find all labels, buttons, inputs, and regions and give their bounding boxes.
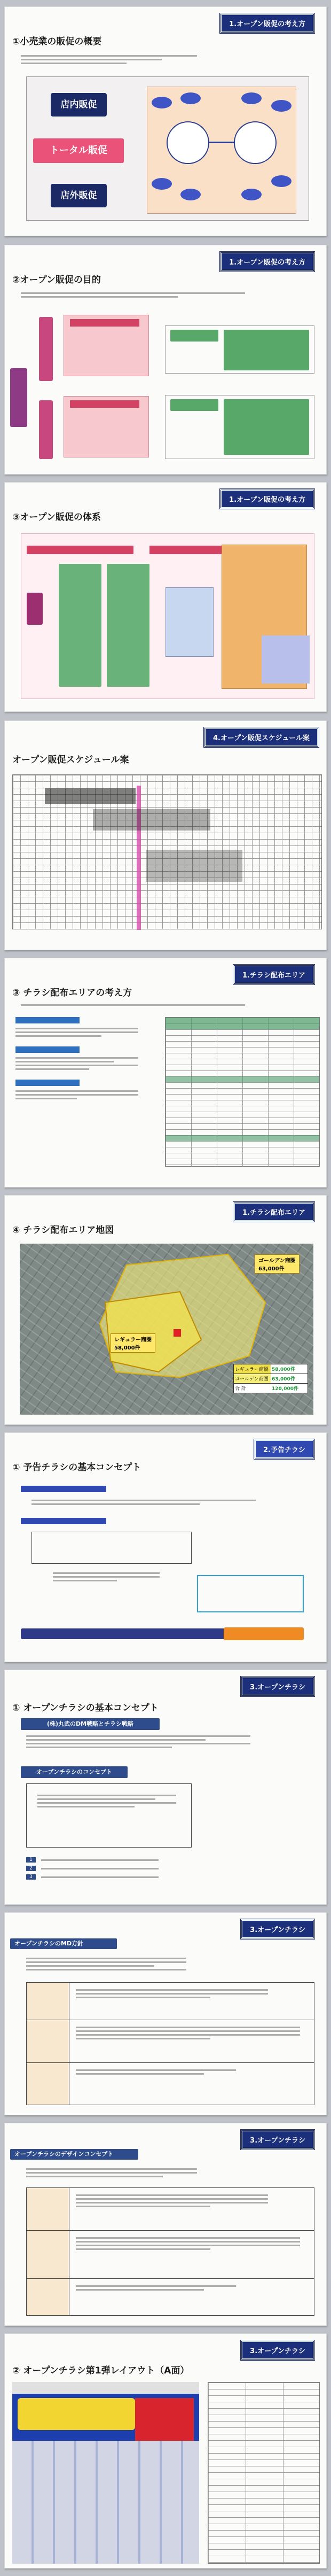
design-table — [26, 2187, 314, 2316]
dm-strategy-label: (株)丸武のDM戦略とチラシ戦略 — [21, 1718, 160, 1730]
label-in-store: 店内販促 — [51, 93, 107, 117]
section-tag: 1.オープン販促の考え方 — [220, 13, 314, 33]
slide-11 — [4, 2333, 327, 2569]
section-tag: 1.オープン販促の考え方 — [220, 489, 314, 509]
md-points — [26, 1958, 186, 1973]
concept-label: オープンチラシのコンセプト — [21, 1766, 128, 1778]
slide-3 — [4, 482, 327, 712]
schedule-table — [12, 774, 322, 929]
slide-6 — [4, 1195, 327, 1425]
item-list — [208, 2382, 320, 2564]
regular-area-label: レギュラー商圏 58,000件 — [111, 1333, 155, 1353]
slide-title: ① オープンチラシの基本コンセプト — [12, 1703, 159, 1713]
label-total: トータル販促 — [33, 138, 124, 163]
concept-box — [26, 1783, 192, 1848]
dm-strategy-text — [26, 1735, 250, 1750]
flyer-image — [12, 2382, 199, 2564]
purpose-tree — [10, 304, 320, 464]
label-out-store: 店外販促 — [51, 184, 107, 207]
slide-10 — [4, 2123, 327, 2326]
area-notes — [15, 1017, 149, 1172]
slide-title: ② オープンチラシ第1弾レイアウト（A面） — [12, 2365, 190, 2376]
intro-text — [21, 292, 245, 300]
slide-title: ②オープン販促の目的 — [12, 275, 101, 285]
map-legend: レギュラー商圏 58,000件 ゴールデン商圏 63,000件 合 計 120,000件 — [233, 1364, 308, 1393]
slide-2 — [4, 245, 327, 475]
section-tag: 1.チラシ配布エリア — [233, 965, 314, 984]
concept-block — [21, 1484, 309, 1650]
intro-text — [21, 55, 197, 66]
slide-title: ③ チラシ配布エリアの考え方 — [12, 988, 132, 998]
promo-diagram — [147, 87, 296, 214]
intro-text — [21, 1004, 245, 1008]
slide-1 — [4, 6, 327, 236]
slide-title: ③オープン販促の体系 — [12, 512, 101, 523]
section-tag: 3.オープンチラシ — [241, 2130, 314, 2150]
section-tag: 2.予告チラシ — [254, 1439, 314, 1459]
slide-title: ① 予告チラシの基本コンセプト — [12, 1462, 141, 1473]
design-points — [26, 2168, 197, 2179]
md-table — [26, 1982, 314, 2105]
area-map — [20, 1244, 313, 1415]
system-diagram — [21, 533, 314, 699]
slide-4 — [4, 720, 327, 950]
slide-5 — [4, 958, 327, 1188]
section-tag: 1.チラシ配布エリア — [233, 1202, 314, 1222]
slide-title: ①小売業の販促の概要 — [12, 36, 102, 47]
golden-area-label: ゴールデン商圏 63,000件 — [255, 1254, 300, 1274]
slide-9 — [4, 1912, 327, 2115]
section-tag: 4.オープン販促スケジュール案 — [204, 727, 319, 747]
slide-title: オープンチラシのMD方針 — [10, 1938, 117, 1949]
area-table — [165, 1017, 320, 1167]
section-tag: 3.オープンチラシ — [241, 2340, 314, 2360]
promo-panel — [26, 76, 309, 221]
section-tag: 3.オープンチラシ — [241, 1677, 314, 1696]
slide-7 — [4, 1432, 327, 1662]
step-list: 1 2 3 — [26, 1857, 250, 1880]
section-tag: 3.オープンチラシ — [241, 1919, 314, 1939]
slide-8 — [4, 1670, 327, 1905]
slide-title: オープン販促スケジュール案 — [12, 755, 129, 765]
section-tag: 1.オープン販促の考え方 — [220, 252, 314, 271]
slide-title: オープンチラシのデザインコンセプト — [10, 2149, 138, 2160]
slide-title: ④ チラシ配布エリア地図 — [12, 1225, 114, 1236]
